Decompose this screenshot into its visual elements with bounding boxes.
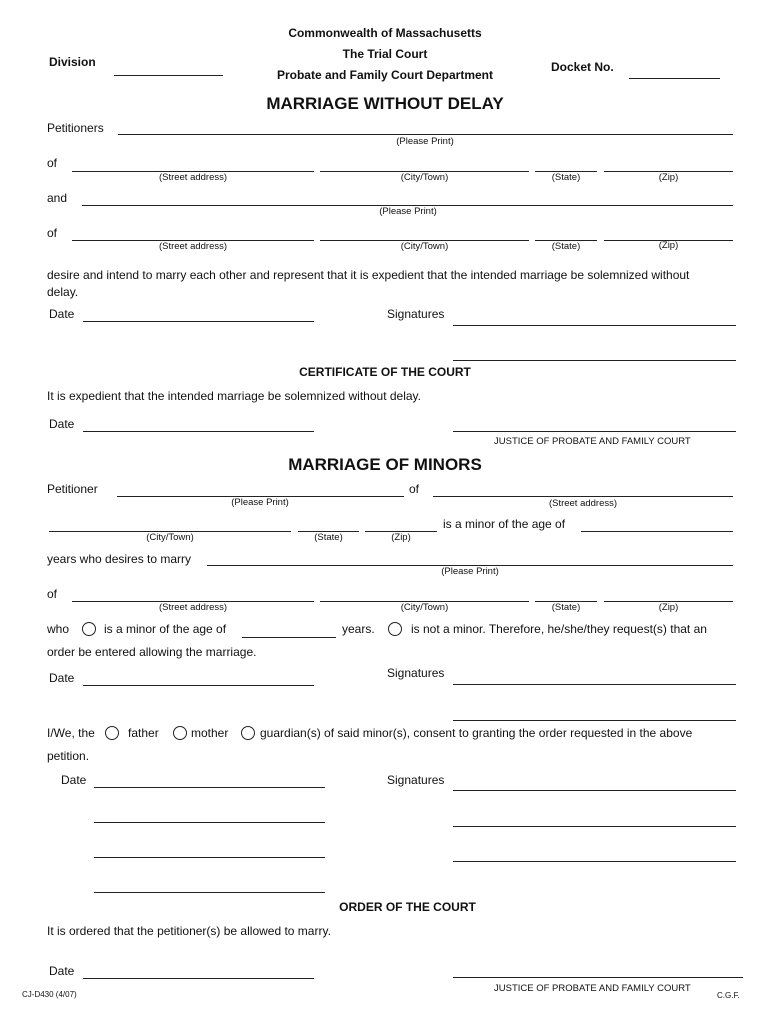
mother-label: mother [191, 726, 229, 740]
of-label: of [47, 587, 58, 601]
consent-signature-field-2[interactable] [453, 826, 736, 827]
petitioners-label: Petitioners [47, 121, 104, 135]
minor-street-field[interactable] [433, 496, 733, 497]
guardian-consent-text: guardian(s) of said minor(s), consent to granting the order requested in the above [260, 726, 693, 740]
division-label: Division [49, 55, 96, 69]
date-label: Date [49, 417, 75, 431]
court-title: The Trial Court [342, 47, 428, 61]
mother-radio[interactable] [173, 726, 187, 740]
guardian-radio[interactable] [241, 726, 255, 740]
street-caption: (Street address) [158, 241, 228, 252]
consent-signature-field-1[interactable] [453, 790, 736, 791]
spouse-not-minor-radio[interactable] [388, 622, 402, 636]
date-label: Date [49, 307, 75, 321]
of-label: of [47, 226, 58, 240]
state-caption: (State) [551, 602, 581, 613]
state-caption: (State) [314, 532, 343, 543]
docket-label: Docket No. [551, 60, 614, 74]
signature-field-2a[interactable] [453, 684, 736, 685]
certificate-date-field[interactable] [83, 431, 314, 432]
father-label: father [128, 726, 159, 740]
spouse-is-minor-radio[interactable] [82, 622, 96, 636]
not-minor-text: is not a minor. Therefore, he/she/they request(s) that an [411, 622, 707, 636]
minor-date-field[interactable] [83, 685, 314, 686]
consent-date-field-2[interactable] [94, 822, 325, 823]
date-label: Date [49, 964, 75, 978]
city-caption: (City/Town) [400, 241, 449, 252]
zip-caption: (Zip) [391, 532, 411, 543]
petitioner-label: Petitioner [47, 482, 98, 496]
date-field-1[interactable] [83, 321, 314, 322]
justice-signature-field-1[interactable] [453, 431, 736, 432]
form-code: CJ-D430 (4/07) [22, 990, 77, 999]
please-print-caption: (Please Print) [231, 497, 289, 508]
docket-field[interactable] [629, 78, 720, 79]
justice-caption-1: JUSTICE OF PROBATE AND FAMILY COURT [494, 436, 691, 447]
petitioners-name-field[interactable] [118, 134, 733, 135]
justice-signature-field-2[interactable] [453, 977, 743, 978]
signatures-label: Signatures [387, 307, 445, 321]
statement-line-1: desire and intend to marry each other and represent that it is expedient that the intended marriage be solemnized without [47, 268, 690, 282]
state-caption: (State) [551, 172, 581, 183]
division-field[interactable] [114, 75, 223, 76]
father-radio[interactable] [105, 726, 119, 740]
date-label: Date [61, 773, 87, 787]
city-caption: (City/Town) [146, 532, 194, 543]
department-title: Probate and Family Court Department [276, 68, 494, 82]
order-text: It is ordered that the petitioner(s) be allowed to marry. [47, 924, 331, 938]
street-caption: (Street address) [548, 498, 618, 509]
of-label: of [47, 156, 58, 170]
order-allowing-text: order be entered allowing the marriage. [47, 645, 257, 659]
please-print-caption: (Please Print) [379, 206, 437, 217]
minor-age-field[interactable] [581, 531, 733, 532]
of-label: of [409, 482, 420, 496]
please-print-caption: (Please Print) [396, 136, 454, 147]
years-label: years. [342, 622, 375, 636]
order-date-field[interactable] [83, 978, 314, 979]
please-print-caption: (Please Print) [441, 566, 499, 577]
commonwealth-title: Commonwealth of Massachusetts [288, 26, 482, 40]
minor-age-text-2: is a minor of the age of [104, 622, 227, 636]
and-label: and [47, 191, 68, 205]
iwe-label: I/We, the [47, 726, 95, 740]
years-desires-text: years who desires to marry [47, 552, 192, 566]
consent-date-field-4[interactable] [94, 892, 325, 893]
city-caption: (City/Town) [400, 172, 449, 183]
signature-field-2b[interactable] [453, 720, 736, 721]
consent-date-field-3[interactable] [94, 857, 325, 858]
section-title-marriage-of-minors: MARRIAGE OF MINORS [288, 455, 482, 474]
certificate-title: CERTIFICATE OF THE COURT [299, 365, 471, 379]
minor-age-text: is a minor of the age of [443, 517, 566, 531]
consent-signature-field-3[interactable] [453, 861, 736, 862]
who-label: who [47, 622, 70, 636]
order-title: ORDER OF THE COURT [339, 900, 476, 914]
petition-text: petition. [47, 749, 90, 763]
zip-caption: (Zip) [658, 602, 679, 613]
certificate-text: It is expedient that the intended marriage be solemnized without delay. [47, 389, 422, 403]
section-title-marriage-without-delay: MARRIAGE WITHOUT DELAY [266, 94, 504, 113]
initials: C.G.F. [717, 991, 740, 1000]
street-caption: (Street address) [158, 602, 228, 613]
state-caption: (State) [551, 241, 581, 252]
signatures-label: Signatures [387, 666, 445, 680]
spouse-age-field[interactable] [242, 637, 336, 638]
signature-field-1a[interactable] [453, 325, 736, 326]
consent-date-field-1[interactable] [94, 787, 325, 788]
zip-caption: (Zip) [658, 240, 679, 251]
zip-caption: (Zip) [658, 172, 679, 183]
justice-caption-2: JUSTICE OF PROBATE AND FAMILY COURT [494, 983, 691, 994]
statement-line-2: delay. [47, 285, 79, 299]
street-caption: (Street address) [158, 172, 228, 183]
signatures-label: Signatures [387, 773, 445, 787]
signature-field-1b[interactable] [453, 360, 736, 361]
date-label: Date [49, 671, 75, 685]
city-caption: (City/Town) [400, 602, 449, 613]
